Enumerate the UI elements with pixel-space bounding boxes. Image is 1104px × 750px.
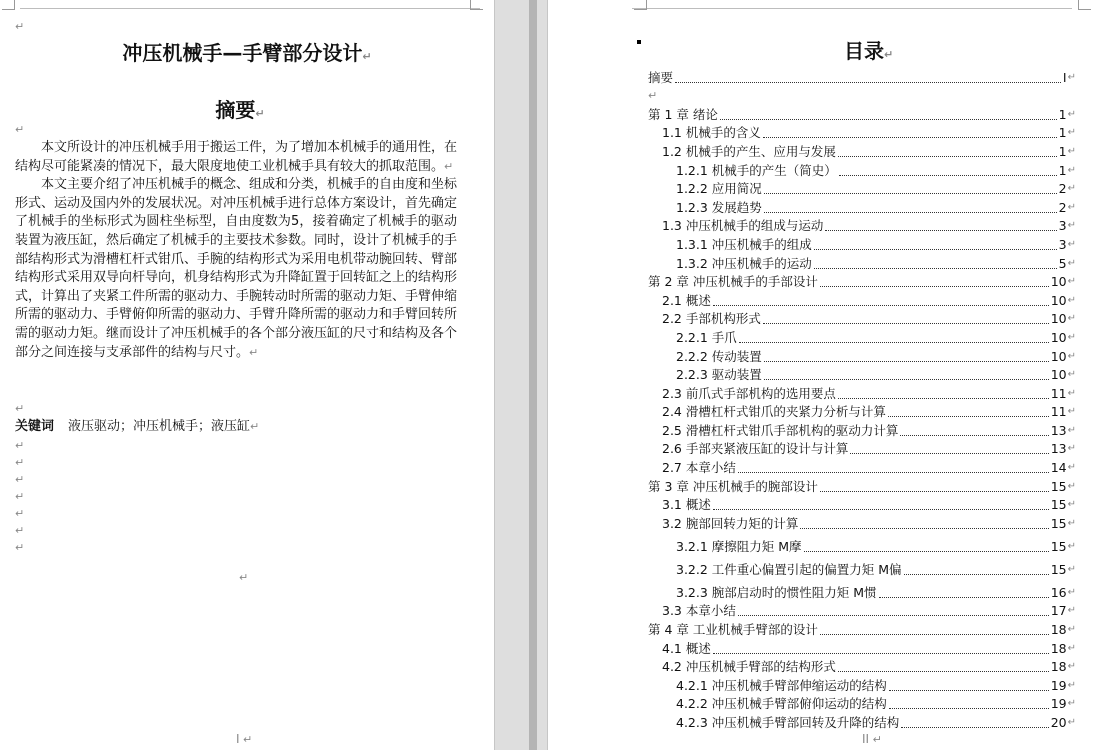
paragraph-mark: ↵ (1067, 350, 1076, 362)
toc-entry-title: 4.2 冲压机械手臂部的结构形式 (662, 659, 836, 675)
paragraph-mark: ↵ (1067, 183, 1076, 195)
toc-entry[interactable] (648, 695, 1076, 714)
toc-entry-title: 摘要 (648, 69, 674, 85)
toc-entry-title: 1.2.1 机械手的产生（简史） (676, 162, 837, 178)
toc-entry-page: 19 (1050, 696, 1067, 712)
paragraph-mark: ↵ (15, 524, 25, 537)
keywords-label: 关键词 (15, 419, 55, 434)
toc-entry-title: 第 4 章 工业机械手臂部的设计 (648, 622, 818, 638)
toc-entry[interactable] (648, 440, 1076, 459)
toc-dot-leader (814, 268, 1057, 269)
toc-entry-page: I (1062, 69, 1067, 85)
empty-paragraphs (15, 437, 35, 556)
toc-entry[interactable] (648, 254, 1076, 273)
paragraph-mark: ↵ (1067, 517, 1076, 529)
toc-dot-leader (804, 551, 1049, 552)
toc-entry-page: 13 (1050, 441, 1067, 457)
paragraph-mark: ↵ (15, 490, 25, 503)
paragraph-mark: ↵ (1067, 480, 1076, 492)
toc-dot-leader (764, 212, 1057, 213)
toc-dot-leader (850, 453, 1048, 454)
toc-entry[interactable] (648, 620, 1076, 639)
toc-dot-leader (738, 472, 1049, 473)
toc-entry-page: 11 (1050, 404, 1067, 420)
toc-dot-leader (900, 435, 1048, 436)
paragraph-mark: ↵ (1067, 499, 1076, 511)
toc-entry-title: 2.4 滑槽杠杆式钳爪的夹紧力分析与计算 (662, 404, 886, 420)
toc-entry-page: 10 (1050, 274, 1067, 290)
page-gap (494, 0, 548, 750)
abstract-paragraph: 本文所设计的冲压机械手用于搬运工件，为了增加本机械手的通用性，在结构尽可能紧凑的情况下，最大限度地使工业机械手具有较大的抓取范围。↵ (15, 140, 458, 174)
toc-entry[interactable] (648, 602, 1076, 621)
toc-entry-page: 10 (1050, 367, 1067, 383)
keywords-line: 关键词 液压驱动；冲压机械手；液压缸↵ (15, 419, 260, 434)
toc-dot-leader (720, 119, 1057, 120)
toc-entry[interactable] (648, 347, 1076, 366)
toc-entry[interactable] (648, 477, 1076, 496)
toc-entry-page: 10 (1050, 329, 1067, 345)
toc-entry[interactable] (648, 161, 1076, 180)
paragraph-mark: ↵ (1067, 424, 1076, 436)
toc-dot-leader (901, 727, 1048, 728)
toc-dot-leader (825, 230, 1056, 231)
toc-entry-page: 5 (1058, 255, 1067, 271)
abstract-paragraph-text: 本文主要介绍了冲压机械手的概念、组成和分类，机械手的自由度和坐标形式、运动及国内外的发展状况。对冲压机械手进行总体方案设计，首先确定了机械手的坐标形式为圆柱坐标型，自由度数为5，接着确定了机械手的驱动装置为液压缸，然后确定了机械手的主要技术参数。同时，设计了机械手的手部结构形式为滑槽杠杆式钳爪、手腕的结构形式为采用电机带动腕回转、臂部结构形式采用双导向杆导向，机身结构形式为升降缸置于回转缸之上的结构形式，计算出了夹紧工件所需的驱动力、手腕转动时所需的驱动力矩、手臂伸缩所需的驱动力、手臂俯仰所需的驱动力、手臂升降所需的驱动力和手臂回转所需的驱动力矩。继而设计了冲压机械手的各个部分液压缸的尺寸和结构及各个部分之间连接与支承部件的结构与尺寸。 (15, 177, 458, 360)
toc-dot-leader (764, 361, 1049, 362)
paragraph-mark: ↵ (1067, 443, 1076, 455)
toc-entry-title: 2.3 前爪式手部机构的选用要点 (662, 385, 836, 401)
paragraph-mark: ↵ (15, 456, 25, 469)
paragraph-mark: ↵ (15, 541, 25, 554)
toc-entry-title: 2.2 手部机构形式 (662, 311, 761, 327)
toc-entry-page: 14 (1050, 460, 1067, 476)
paragraph-mark: ↵ (1067, 563, 1076, 575)
toc-entry[interactable] (648, 713, 1076, 732)
toc-dot-leader (839, 175, 1057, 176)
toc-entry-title: 4.2.2 冲压机械手臂部俯仰运动的结构 (676, 696, 887, 712)
toc-entry-page: 15 (1050, 538, 1067, 554)
toc-entry-title: 1.1 机械手的含义 (662, 125, 761, 141)
toc-entry[interactable] (648, 273, 1076, 292)
table-of-contents (648, 68, 1076, 732)
toc-dot-leader (904, 574, 1049, 575)
toc-entry[interactable] (648, 366, 1076, 385)
paragraph-mark: ↵ (1067, 387, 1076, 399)
paragraph-mark: ↵ (15, 402, 25, 415)
toc-dot-leader (713, 653, 1049, 654)
toc-entry[interactable] (648, 310, 1076, 329)
toc-heading: 目录↵ (844, 39, 894, 63)
toc-entry-page: 17 (1050, 603, 1067, 619)
toc-entry[interactable] (648, 180, 1076, 199)
toc-entry-title: 3.2.3 腕部启动时的惯性阻力矩 M惯 (676, 584, 877, 600)
toc-heading-text: 目录 (844, 39, 884, 63)
margin-corner-mark (1078, 0, 1091, 10)
toc-entry[interactable] (648, 384, 1076, 403)
toc-entry-title: 第 3 章 冲压机械手的腕部设计 (648, 478, 818, 494)
toc-dot-leader (838, 671, 1049, 672)
toc-entry-title: 第 2 章 冲压机械手的手部设计 (648, 274, 818, 290)
toc-entry[interactable] (648, 421, 1076, 440)
toc-entry-page: 15 (1050, 497, 1067, 513)
toc-entry[interactable] (648, 105, 1076, 124)
toc-entry[interactable] (648, 496, 1076, 515)
toc-entry-title: 1.2 机械手的产生、应用与发展 (662, 143, 836, 159)
toc-entry[interactable] (648, 142, 1076, 161)
paragraph-mark: ↵ (15, 473, 25, 486)
toc-entry-page: 15 (1050, 561, 1067, 577)
keywords-value: 液压驱动；冲压机械手；液压缸 (68, 419, 251, 434)
toc-entry-title: 3.2.2 工件重心偏置引起的偏置力矩 M偏 (676, 561, 902, 577)
toc-entry-page: 3 (1058, 218, 1067, 234)
paragraph-mark: ↵ (255, 107, 265, 120)
paragraph-mark: ↵ (362, 50, 372, 63)
toc-dot-leader (814, 249, 1057, 250)
toc-dot-leader (764, 193, 1057, 194)
toc-entry[interactable] (648, 556, 1076, 579)
toc-dot-leader (739, 342, 1049, 343)
toc-entry-title: 1.3 冲压机械手的组成与运动 (662, 218, 824, 234)
toc-entry-title: 2.2.2 传动装置 (676, 348, 762, 364)
toc-entry-page: 13 (1050, 422, 1067, 438)
toc-dot-leader (713, 305, 1049, 306)
toc-entry-page: 18 (1050, 640, 1067, 656)
toc-entry-title: 4.2.3 冲压机械手臂部回转及升降的结构 (676, 715, 900, 730)
toc-entry-title: 2.1 概述 (662, 292, 711, 308)
toc-entry-page: 18 (1050, 659, 1067, 675)
paragraph-mark: ↵ (1067, 462, 1076, 474)
top-margin-line (632, 8, 1072, 9)
toc-dot-leader (889, 708, 1049, 709)
toc-entry-page: 15 (1050, 478, 1067, 494)
document-title-text: 冲压机械手—手臂部分设计 (122, 41, 363, 65)
toc-entry[interactable] (648, 639, 1076, 658)
margin-corner-mark (634, 0, 647, 10)
toc-entry[interactable] (648, 403, 1076, 422)
paragraph-mark: ↵ (1067, 624, 1076, 636)
page-abstract (0, 0, 494, 750)
toc-dot-leader (800, 528, 1048, 529)
paragraph-mark: ↵ (1067, 540, 1076, 552)
toc-entry-title: 3.3 本章小结 (662, 603, 736, 619)
paragraph-mark: ↵ (1067, 586, 1076, 598)
toc-entry-page: 20 (1050, 715, 1067, 730)
toc-entry[interactable] (648, 658, 1076, 677)
toc-entry-title: 2.7 本章小结 (662, 460, 736, 476)
toc-entry-page: 1 (1058, 106, 1067, 122)
abstract-paragraph: 本文主要介绍了冲压机械手的概念、组成和分类，机械手的自由度和坐标形式、运动及国内外的发展状况。对冲压机械手进行总体方案设计，首先确定了机械手的坐标形式为圆柱坐标型，自由度数为5，接着确定了机械手的驱动装置为液压缸，然后确定了机械手的主要技术参数。同时，设计了机械手的手部结构形式为滑槽杠杆式钳爪、手腕的结构形式为采用电机带动腕回转、臂部结构形式采用双导向杆导向，机身结构形式为升降缸置于回转缸之上的结构形式，计算出了夹紧工件所需的驱动力、手腕转动时所需的驱动力矩、手臂伸缩所需的驱动力、手臂俯仰所需的驱动力、手臂升降所需的驱动力和手臂回转所需的驱动力矩。继而设计了冲压机械手的各个部分液压缸的尺寸和结构及各个部分之间连接与支承部件的结构与尺寸。↵ (15, 177, 458, 360)
toc-dot-leader (675, 82, 1061, 83)
toc-entry-title: 第 1 章 绪论 (648, 106, 718, 122)
toc-entry-title: 1.3.2 冲压机械手的运动 (676, 255, 812, 271)
toc-entry[interactable] (648, 235, 1076, 254)
toc-dot-leader (763, 323, 1049, 324)
toc-entry[interactable] (648, 198, 1076, 217)
toc-entry[interactable] (648, 533, 1076, 556)
paragraph-mark: ↵ (1067, 679, 1076, 691)
toc-entry-page: 15 (1050, 515, 1067, 531)
paragraph-mark: ↵ (15, 439, 25, 452)
paragraph-mark: ↵ (1067, 276, 1076, 288)
page-number: I ↵ (236, 732, 253, 746)
paragraph-mark: ↵ (15, 507, 25, 520)
paragraph-mark: ↵ (1067, 605, 1076, 617)
paragraph-mark: ↵ (1067, 127, 1076, 139)
paragraph-mark: ↵ (15, 123, 25, 136)
toc-dot-leader (763, 137, 1057, 138)
paragraph-mark: ↵ (1067, 201, 1076, 213)
toc-entry-title: 2.2.3 驱动装置 (676, 367, 762, 383)
toc-entry-title: 2.2.1 手爪 (676, 329, 737, 345)
toc-dot-leader (764, 379, 1049, 380)
toc-entry-title: 4.1 概述 (662, 640, 711, 656)
margin-corner-mark (470, 0, 483, 10)
toc-entry-title: 1.2.2 应用简况 (676, 181, 762, 197)
toc-entry-page: 19 (1050, 677, 1067, 693)
toc-dot-leader (879, 597, 1049, 598)
paragraph-mark: ↵ (1067, 294, 1076, 306)
toc-entry-page: 3 (1058, 236, 1067, 252)
toc-dot-leader (820, 634, 1049, 635)
paragraph-mark: ↵ (1067, 220, 1076, 232)
toc-entry-title: 1.2.3 发展趋势 (676, 199, 762, 215)
toc-entry-page: 16 (1050, 584, 1067, 600)
toc-entry-page: 18 (1050, 622, 1067, 638)
toc-dot-leader (820, 491, 1049, 492)
toc-entry-title: 4.2.1 冲压机械手臂部伸缩运动的结构 (676, 677, 887, 693)
paragraph-mark: ↵ (239, 571, 249, 584)
toc-entry[interactable] (648, 291, 1076, 310)
toc-dot-leader (838, 398, 1049, 399)
toc-dot-leader (888, 416, 1049, 417)
toc-dot-leader (838, 156, 1057, 157)
paragraph-mark: ↵ (648, 88, 658, 102)
toc-entry-title: 3.2.1 摩擦阻力矩 M摩 (676, 538, 802, 554)
toc-dot-leader (738, 615, 1049, 616)
abstract-heading-text: 摘要 (215, 98, 256, 122)
toc-dot-leader (889, 690, 1049, 691)
paragraph-mark: ↵ (15, 20, 25, 33)
toc-entry[interactable] (648, 514, 1076, 533)
toc-entry-title: 3.1 概述 (662, 497, 711, 513)
toc-entry[interactable] (648, 676, 1076, 695)
page-shadow (529, 0, 537, 750)
toc-dot-leader (713, 509, 1049, 510)
abstract-body (15, 139, 457, 362)
paragraph-mark: ↵ (1067, 145, 1076, 157)
paragraph-mark: ↵ (1067, 71, 1076, 83)
paragraph-mark: ↵ (1067, 698, 1076, 710)
paragraph-mark: ↵ (1067, 642, 1076, 654)
toc-entry-page: 1 (1058, 162, 1067, 178)
document-title (0, 37, 494, 66)
paragraph-mark: ↵ (1067, 238, 1076, 250)
toc-entry-title: 1.3.1 冲压机械手的组成 (676, 236, 812, 252)
paragraph-mark: ↵ (1067, 369, 1076, 381)
toc-entry[interactable] (648, 217, 1076, 236)
toc-entry[interactable] (648, 124, 1076, 143)
toc-entry-page: 10 (1050, 311, 1067, 327)
toc-entry-page: 1 (1058, 125, 1067, 141)
toc-dot-leader (820, 286, 1049, 287)
page-toc (548, 0, 1104, 750)
page-number: II ↵ (862, 732, 882, 746)
toc-entry[interactable] (648, 328, 1076, 347)
toc-entry[interactable] (648, 68, 1076, 87)
margin-corner-mark (2, 0, 15, 10)
paragraph-mark: ↵ (1067, 717, 1076, 728)
toc-entry-title: 2.5 滑槽杠杆式钳爪手部机构的驱动力计算 (662, 422, 899, 438)
paragraph-mark: ↵ (1067, 108, 1076, 120)
abstract-paragraph-text: 本文所设计的冲压机械手用于搬运工件，为了增加本机械手的通用性，在结构尽可能紧凑的情况下，最大限度地使工业机械手具有较大的抓取范围。 (15, 140, 458, 174)
toc-entry-page: 10 (1050, 348, 1067, 364)
bullet-marker (637, 40, 641, 44)
paragraph-mark: ↵ (1067, 406, 1076, 418)
toc-entry-page: 11 (1050, 385, 1067, 401)
toc-entry-page: 10 (1050, 292, 1067, 308)
toc-entry[interactable] (648, 458, 1076, 477)
toc-entry[interactable] (648, 579, 1076, 602)
abstract-heading (0, 94, 480, 123)
paragraph-mark: ↵ (1067, 257, 1076, 269)
toc-entry-title: 3.2 腕部回转力矩的计算 (662, 515, 799, 531)
paragraph-mark: ↵ (1067, 164, 1076, 176)
toc-entry-page: 1 (1058, 143, 1067, 159)
paragraph-mark: ↵ (1067, 331, 1076, 343)
paragraph-mark: ↵ (1067, 313, 1076, 325)
toc-entry-page: 2 (1058, 181, 1067, 197)
toc-entry-title: 2.6 手部夹紧液压缸的设计与计算 (662, 441, 849, 457)
toc-entry-page: 2 (1058, 199, 1067, 215)
paragraph-mark: ↵ (1067, 661, 1076, 673)
top-margin-line (20, 8, 480, 9)
